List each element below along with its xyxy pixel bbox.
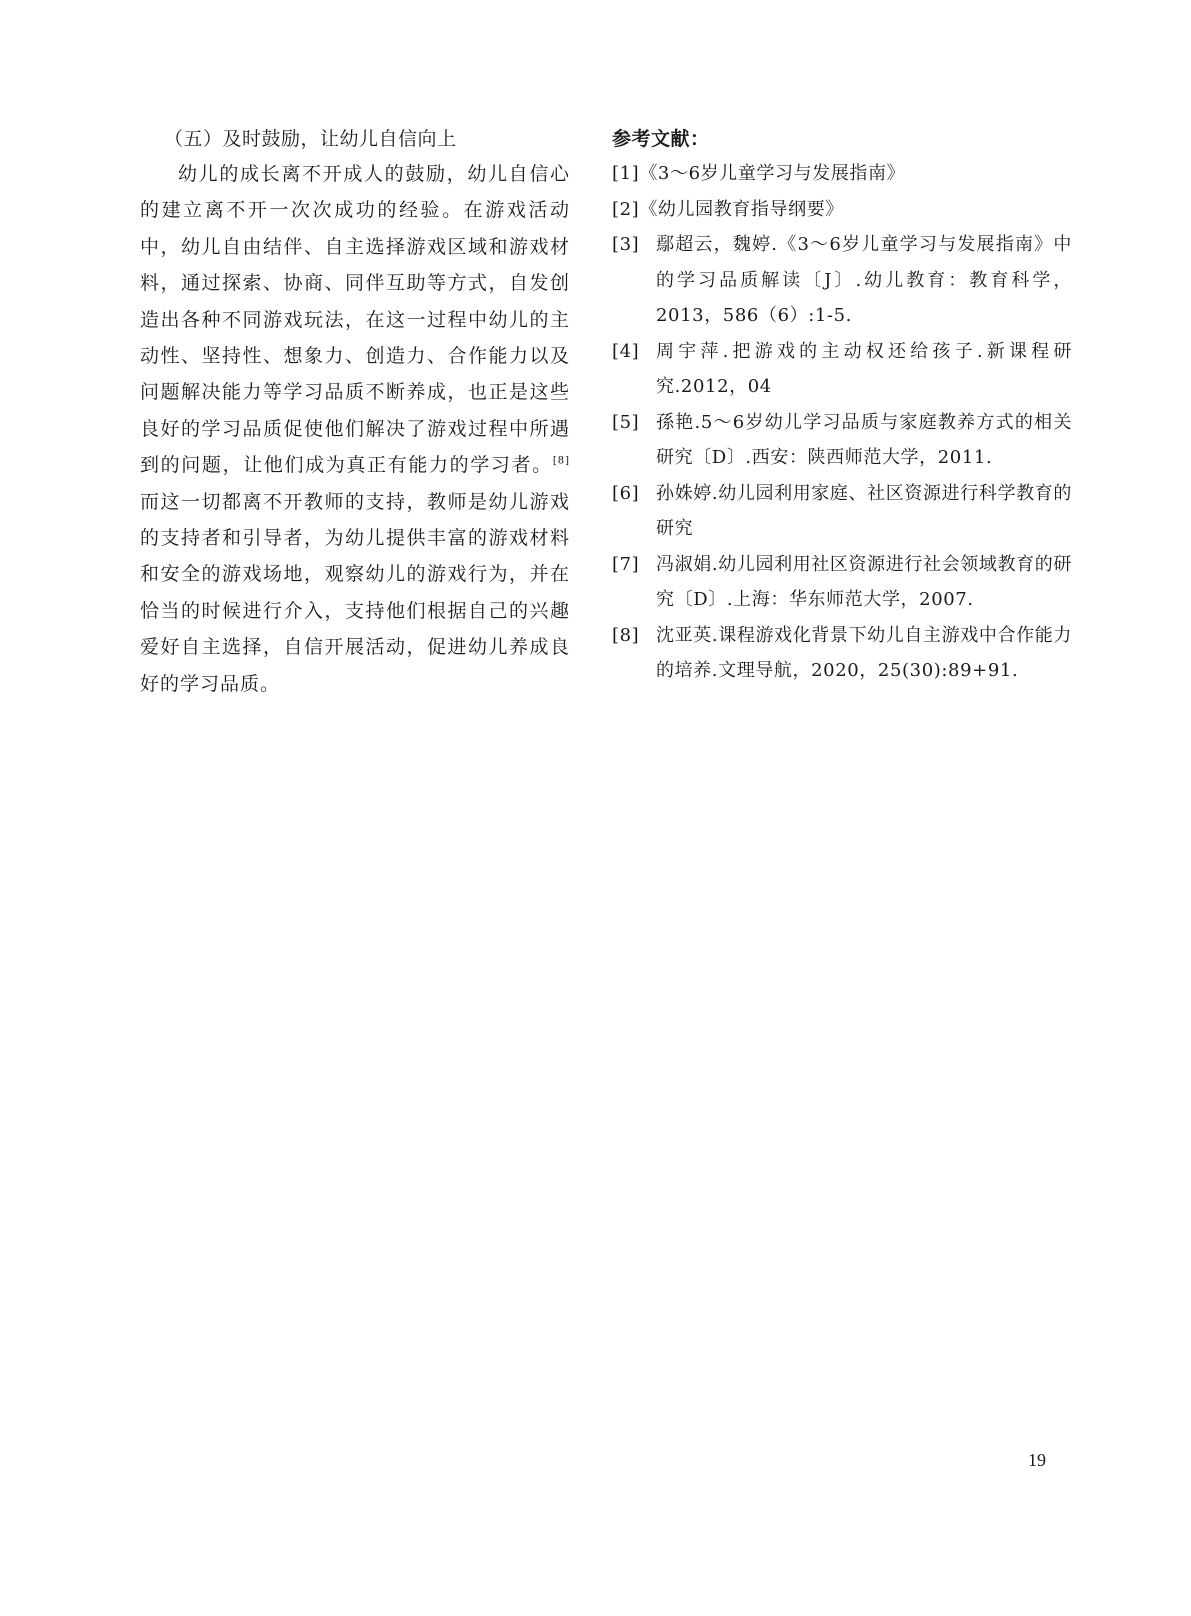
reference-number: [2]	[612, 198, 640, 220]
right-column	[612, 122, 1072, 689]
reference-number: [4]	[612, 340, 640, 362]
reference-text: 周宇萍.把游戏的主动权还给孩子.新课程研究.2012，04	[656, 340, 1072, 397]
left-column	[140, 122, 570, 702]
reference-text: 《3～6岁儿童学习与发展指南》	[639, 163, 906, 184]
body-paragraph	[140, 156, 570, 702]
reference-number: [5]	[612, 411, 640, 433]
section-heading: （五）及时鼓励，让幼儿自信向上	[164, 128, 457, 150]
citation-mark: [8]	[552, 455, 570, 467]
reference-item	[612, 156, 1072, 192]
paragraph-text-after-citation: 而这一切都离不开教师的支持，教师是幼儿游戏的支持者和引导者，为幼儿提供丰富的游戏材料和安全的游戏场地，观察幼儿的游戏行为，并在恰当的时候进行介入，支持他们根据自己的兴趣爱好自主选择，自信开展活动，促进幼儿养成良好的学习品质。	[140, 490, 570, 695]
reference-item	[612, 334, 1072, 405]
references-title: 参考文献：	[612, 128, 710, 150]
reference-number: [6]	[612, 482, 640, 504]
reference-text: 孫艳.5～6岁幼儿学习品质与家庭教养方式的相关研究〔D〕.西安：陕西师范大学，2011.	[656, 411, 1072, 468]
reference-text: 沈亚英.课程游戏化背景下幼儿自主游戏中合作能力的培养.文理导航，2020，25(30):89+91.	[656, 624, 1072, 681]
reference-number: [1]	[612, 163, 640, 184]
reference-text: 鄢超云，魏婷.《3～6岁儿童学习与发展指南》中的学习品质解读〔J〕.幼儿教育：教育科学，2013，586（6）:1-5.	[656, 234, 1072, 326]
paragraph-text-before-citation: 幼儿的成长离不开成人的鼓励，幼儿自信心的建立离不开一次次成功的经验。在游戏活动中，幼儿自由结伴、自主选择游戏区域和游戏材料，通过探索、协商、同伴互助等方式，自发创造出各种不同游戏玩法，在这一过程中幼儿的主动性、坚持性、想象力、创造力、合作能力以及问题解决能力等学习品质不断养成，也正是这些良好的学习品质促使他们解决了游戏过程中所遇到的问题，让他们成为真正有能力的学习者。	[140, 163, 570, 477]
reference-item	[612, 476, 1072, 547]
page-number: 19	[1028, 1450, 1046, 1470]
reference-text: 《幼儿园教育指导纲要》	[639, 198, 844, 220]
reference-list	[612, 156, 1072, 689]
reference-number: [8]	[612, 624, 640, 646]
reference-text: 孙姝婷.幼儿园利用家庭、社区资源进行科学教育的研究	[656, 482, 1072, 539]
reference-item	[612, 547, 1072, 618]
reference-number: [7]	[612, 553, 640, 575]
reference-text: 冯淑娟.幼儿园利用社区资源进行社会领域教育的研究〔D〕.上海：华东师范大学，2007.	[656, 553, 1072, 610]
reference-item	[612, 618, 1072, 689]
reference-item	[612, 227, 1072, 334]
reference-number: [3]	[612, 234, 640, 255]
reference-item	[612, 405, 1072, 476]
reference-item	[612, 192, 1072, 228]
